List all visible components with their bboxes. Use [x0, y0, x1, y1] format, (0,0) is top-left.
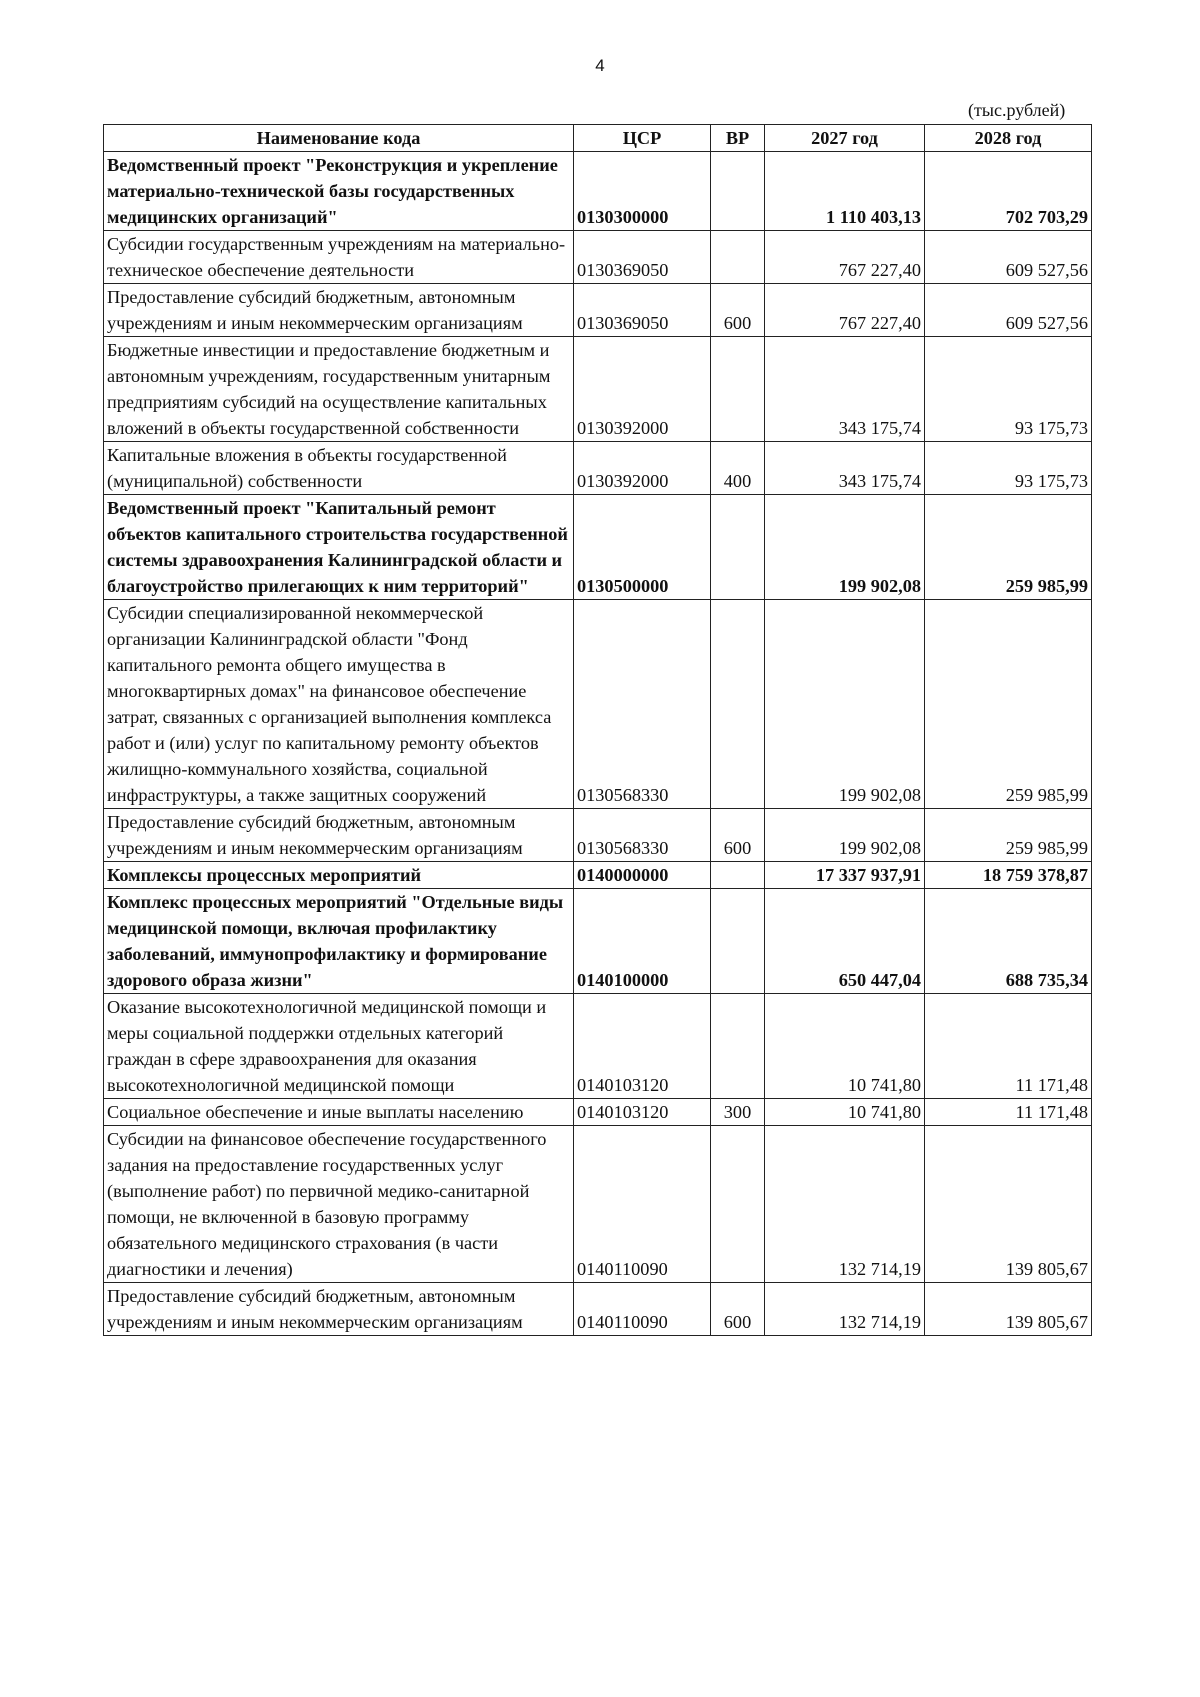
row-2027: 343 175,74: [765, 337, 925, 442]
row-2028: 259 985,99: [925, 809, 1092, 862]
table-row: [104, 442, 1092, 495]
row-csr: 0130300000: [574, 152, 711, 231]
row-2028: 609 527,56: [925, 231, 1092, 284]
row-vr: [711, 495, 765, 600]
row-vr: 600: [711, 1283, 765, 1336]
row-2028: 702 703,29: [925, 152, 1092, 231]
header-csr: ЦСР: [574, 125, 711, 152]
row-2027: 1 110 403,13: [765, 152, 925, 231]
row-csr: 0140103120: [574, 994, 711, 1099]
budget-table: [103, 124, 1092, 1336]
table-row: [104, 495, 1092, 600]
row-name: Предоставление субсидий бюджетным, автономным учреждениям и иным некоммерческим организациям: [104, 1283, 574, 1336]
row-name: Предоставление субсидий бюджетным, автономным учреждениям и иным некоммерческим организациям: [104, 809, 574, 862]
row-name: Бюджетные инвестиции и предоставление бюджетным и автономным учреждениям, государственным унитарным предприятиям субсидий на осуществление капитальных вложений в объекты государственной собственности: [104, 337, 574, 442]
table-row: [104, 337, 1092, 442]
row-2028: 688 735,34: [925, 889, 1092, 994]
row-name: Капитальные вложения в объекты государственной (муниципальной) собственности: [104, 442, 574, 495]
row-name: Комплекс процессных мероприятий "Отдельные виды медицинской помощи, включая профилактику заболеваний, иммунопрофилактику и формирование здорового образа жизни": [104, 889, 574, 994]
header-2027: 2027 год: [765, 125, 925, 152]
row-vr: [711, 337, 765, 442]
row-vr: 400: [711, 442, 765, 495]
row-2028: 609 527,56: [925, 284, 1092, 337]
row-name: Предоставление субсидий бюджетным, автономным учреждениям и иным некоммерческим организациям: [104, 284, 574, 337]
row-2027: 17 337 937,91: [765, 862, 925, 889]
row-vr: [711, 889, 765, 994]
row-2028: 139 805,67: [925, 1283, 1092, 1336]
row-csr: 0130392000: [574, 442, 711, 495]
row-csr: 0140110090: [574, 1283, 711, 1336]
row-csr: 0130392000: [574, 337, 711, 442]
row-2028: 139 805,67: [925, 1126, 1092, 1283]
row-name: Комплексы процессных мероприятий: [104, 862, 574, 889]
row-name: Субсидии на финансовое обеспечение государственного задания на предоставление государственных услуг (выполнение работ) по первичной медико-санитарной помощи, не включенной в базовую программу обязательного медицинского страхования (в части диагностики и лечения): [104, 1126, 574, 1283]
header-2028: 2028 год: [925, 125, 1092, 152]
row-2027: 10 741,80: [765, 1099, 925, 1126]
row-2027: 132 714,19: [765, 1126, 925, 1283]
row-2027: 767 227,40: [765, 284, 925, 337]
table-row: [104, 889, 1092, 994]
table-row: [104, 600, 1092, 809]
row-name: Ведомственный проект "Реконструкция и укрепление материально-технической базы государственных медицинских организаций": [104, 152, 574, 231]
page-number: 4: [595, 56, 605, 75]
row-2028: 93 175,73: [925, 442, 1092, 495]
table-row: [104, 1126, 1092, 1283]
row-2028: 11 171,48: [925, 1099, 1092, 1126]
table-row: [104, 1099, 1092, 1126]
row-2027: 132 714,19: [765, 1283, 925, 1336]
row-2027: 199 902,08: [765, 495, 925, 600]
row-name: Ведомственный проект "Капитальный ремонт объектов капитального строительства государственной системы здравоохранения Калининградской области и благоустройство прилегающих к ним территорий": [104, 495, 574, 600]
table-body: [104, 152, 1092, 1336]
row-csr: 0130500000: [574, 495, 711, 600]
row-vr: [711, 231, 765, 284]
row-csr: 0130568330: [574, 600, 711, 809]
row-2028: 11 171,48: [925, 994, 1092, 1099]
row-csr: 0130369050: [574, 231, 711, 284]
row-2028: 259 985,99: [925, 600, 1092, 809]
table-header-row: [104, 125, 1092, 152]
row-2027: 343 175,74: [765, 442, 925, 495]
table-row: [104, 809, 1092, 862]
table-row: [104, 152, 1092, 231]
row-csr: 0140100000: [574, 889, 711, 994]
row-2028: 259 985,99: [925, 495, 1092, 600]
row-name: Оказание высокотехнологичной медицинской помощи и меры социальной поддержки отдельных категорий граждан в сфере здравоохранения для оказания высокотехнологичной медицинской помощи: [104, 994, 574, 1099]
row-2027: 199 902,08: [765, 809, 925, 862]
table-row: [104, 231, 1092, 284]
row-2027: 767 227,40: [765, 231, 925, 284]
row-csr: 0130369050: [574, 284, 711, 337]
row-2027: 199 902,08: [765, 600, 925, 809]
row-csr: 0130568330: [574, 809, 711, 862]
row-name: Социальное обеспечение и иные выплаты населению: [104, 1099, 574, 1126]
table-row: [104, 994, 1092, 1099]
row-csr: 0140000000: [574, 862, 711, 889]
row-name: Субсидии государственным учреждениям на материально-техническое обеспечение деятельности: [104, 231, 574, 284]
table-row: [104, 284, 1092, 337]
row-csr: 0140103120: [574, 1099, 711, 1126]
row-vr: 300: [711, 1099, 765, 1126]
row-vr: 600: [711, 809, 765, 862]
row-2027: 10 741,80: [765, 994, 925, 1099]
row-2028: 18 759 378,87: [925, 862, 1092, 889]
row-vr: [711, 994, 765, 1099]
units-label: (тыс.рублей): [968, 100, 1066, 120]
row-2028: 93 175,73: [925, 337, 1092, 442]
header-vr: ВР: [711, 125, 765, 152]
row-vr: [711, 152, 765, 231]
row-csr: 0140110090: [574, 1126, 711, 1283]
row-vr: [711, 600, 765, 809]
row-vr: [711, 1126, 765, 1283]
row-vr: 600: [711, 284, 765, 337]
row-2027: 650 447,04: [765, 889, 925, 994]
header-name: Наименование кода: [104, 125, 574, 152]
table-row: [104, 1283, 1092, 1336]
row-vr: [711, 862, 765, 889]
table-row: [104, 862, 1092, 889]
row-name: Субсидии специализированной некоммерческой организации Калининградской области "Фонд капитального ремонта общего имущества в многоквартирных домах" на финансовое обеспечение затрат, связанных с организацией выполнения комплекса работ и (или) услуг по капитальному ремонту объектов жилищно-коммунального хозяйства, социальной инфраструктуры, а также защитных сооружений: [104, 600, 574, 809]
